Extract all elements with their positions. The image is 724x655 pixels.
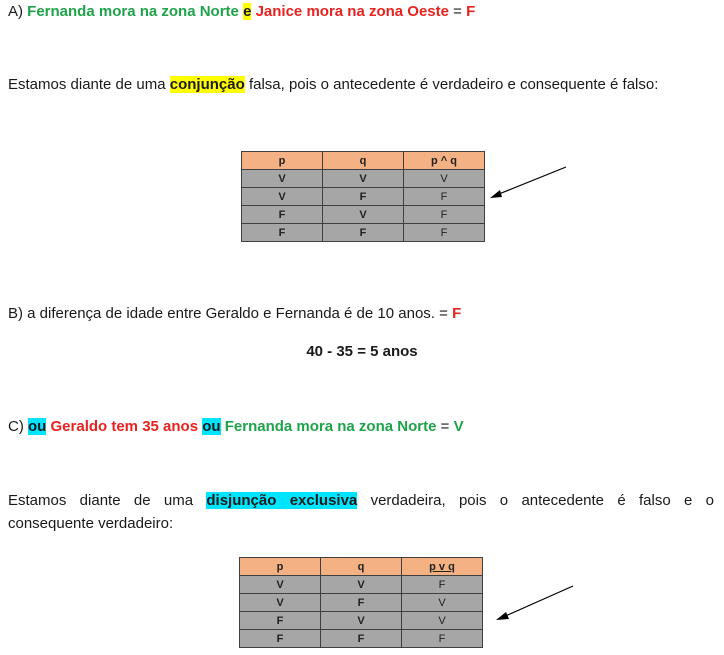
arrow-icon [485,578,585,628]
item-c-prefix: C) [8,418,28,435]
table2-cell: V [402,612,483,630]
table1-cell: V [242,188,323,206]
table2-cell: V [321,576,402,594]
table2-cell: F [321,630,402,648]
table1-cell: V [242,170,323,188]
table1-header-q: q [323,152,404,170]
item-c-proposition-q: Fernanda mora na zona Norte [224,418,437,435]
table-row [242,170,485,188]
table2-cell: V [321,612,402,630]
table-row [242,224,485,242]
table2-cell: F [240,612,321,630]
table2-cell: V [240,576,321,594]
truth-table-exclusive-disjunction [239,557,483,648]
table2-cell: F [402,576,483,594]
item-a-prefix: A) [8,3,28,20]
arrow-icon [480,160,580,205]
paragraph-c-line-1 [8,489,714,512]
table2-cell: V [240,594,321,612]
item-c-connective-1: ou [28,418,47,435]
table2-cell: F [402,630,483,648]
item-c-equals: = [436,418,454,435]
paragraph-a-after: falsa, pois o antecedente é verdadeiro e consequente é falso: [244,76,659,93]
table2-cell: F [240,630,321,648]
paragraph-c-before: Estamos diante de uma [8,492,207,509]
paragraph-c-after: verdadeira, pois o antecedente é falso e o [357,492,715,509]
table-row [240,594,483,612]
table-row [242,206,485,224]
table1-cell: F [323,188,404,206]
item-a-proposition-p: Fernanda mora na zona Norte [27,3,239,20]
table-row [242,188,485,206]
table2-header-q: q [321,558,402,576]
item-a-proposition-q: Janice mora na zona Oeste [255,3,449,20]
table2-cell: F [321,594,402,612]
age-calculation: 40 - 35 = 5 anos [306,343,418,360]
item-c-connective-2: ou [202,418,221,435]
table1-cell: F [242,224,323,242]
table1-header-p: p [242,152,323,170]
table1-cell: V [404,170,485,188]
paragraph-c-line-2: consequente verdadeiro: [8,515,174,532]
item-c [8,418,464,435]
item-a-result: F [466,3,476,20]
table2-cell: V [402,594,483,612]
table1-cell: V [323,170,404,188]
item-b-text: B) a diferença de idade entre Geraldo e Fernanda é de 10 anos. = [8,305,453,322]
truth-table-conjunction [241,151,485,242]
paragraph-a-term: conjunção [169,76,245,93]
table1-cell: F [404,224,485,242]
table2-header-result: p v q [402,558,483,576]
paragraph-c [8,489,714,535]
item-a [8,3,475,20]
table1-cell: F [323,224,404,242]
item-a-equals: = [449,3,467,20]
item-b-result: F [452,305,462,322]
item-c-result: V [453,418,464,435]
paragraph-c-term: disjunção exclusiva [206,492,358,509]
item-a-connective: e [243,3,252,20]
table-row [240,630,483,648]
table1-header-result: p ^ q [404,152,485,170]
table1-cell: V [323,206,404,224]
table2-header-p: p [240,558,321,576]
item-c-proposition-p: Geraldo tem 35 anos [50,418,199,435]
table1-cell: F [404,206,485,224]
paragraph-a-before: Estamos diante de uma [8,76,170,93]
table-row [240,576,483,594]
item-b [8,305,461,322]
paragraph-a [8,76,658,93]
table1-cell: F [404,188,485,206]
table-row [240,612,483,630]
table1-cell: F [242,206,323,224]
